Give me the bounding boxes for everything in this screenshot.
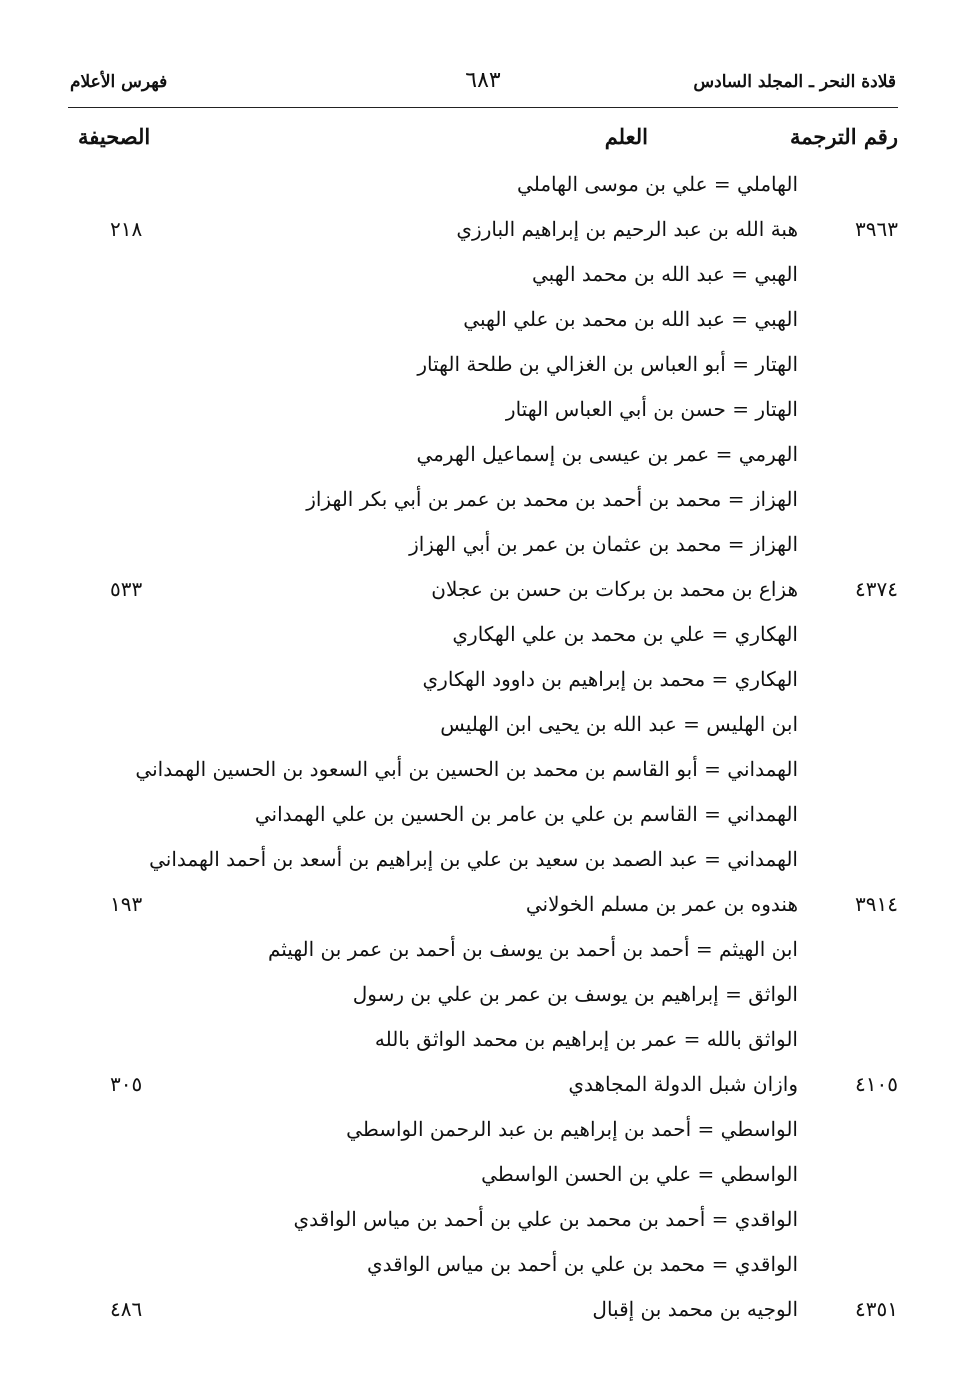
index-entry [60,659,898,704]
entry-name: هبة الله بن عبد الرحيم بن إبراهيم البارزي [456,217,798,241]
entry-page: ٢١٨ [110,217,143,241]
entry-name: الهمداني = القاسم بن علي بن عامر بن الحسين بن علي الهمداني [254,802,798,826]
entry-name: الواقدي = محمد بن علي بن أحمد بن مياس الواقدي [367,1252,798,1276]
index-entry [60,1019,898,1064]
entry-name: الواسطي = أحمد بن إبراهيم بن عبد الرحمن الواسطي [346,1117,798,1141]
entry-number: ٣٩٦٣ [855,217,898,241]
index-entry [60,1154,898,1199]
book-title: قلادة النحر ـ المجلد السادس [693,72,896,92]
index-entry [60,1199,898,1244]
index-entry [60,839,898,884]
entry-name: هزاع بن محمد بن بركات بن حسن بن عجلان [431,577,798,601]
entry-name: الهزاز = محمد بن أحمد بن محمد بن عمر بن أبي بكر الهزاز [306,487,798,511]
index-entry [60,524,898,569]
index-entry [60,749,898,794]
entry-name: الهتار = أبو العباس بن الغزالي بن طلحة الهتار [417,352,798,376]
index-entry [60,614,898,659]
entry-name: الهكاري = محمد بن إبراهيم بن داوود الهكاري [422,667,798,691]
entry-page: ٤٨٦ [110,1297,143,1321]
entry-name: الهبي = عبد الله بن محمد الهبي [532,262,798,286]
entry-name: الهمداني = عبد الصمد بن سعيد بن علي بن إبراهيم بن أسعد بن أحمد الهمداني [149,847,798,871]
index-entry [60,569,898,614]
entry-name: هندوه بن عمر بن مسلم الخولاني [525,892,798,916]
index-entry [60,479,898,524]
entry-name: الواثق بالله = عمر بن إبراهيم بن محمد الواثق بالله [374,1027,798,1051]
index-entry [60,974,898,1019]
index-entry [60,884,898,929]
entry-name: الهرمي = عمر بن عيسى بن إسماعيل الهرمي [416,442,798,466]
index-entry [60,1289,898,1334]
index-entry [60,929,898,974]
header-rule [68,107,898,108]
entry-page: ١٩٣ [110,892,143,916]
index-entry [60,794,898,839]
column-headers [60,124,898,160]
entry-name: الهكاري = علي بن محمد بن علي الهكاري [452,622,798,646]
entry-name: الهاملي = علي بن موسى الهاملي [517,172,798,196]
page-number: ٦٨٣ [465,68,501,93]
index-entry [60,299,898,344]
entry-page: ٥٣٣ [110,577,143,601]
entry-name: الهزاز = محمد بن عثمان بن عمر بن أبي الهزاز [409,532,798,556]
column-header-name: العلم [604,124,648,149]
column-header-number: رقم الترجمة [789,124,898,149]
entry-name: الهمداني = أبو القاسم بن محمد بن الحسين بن أبي السعود بن الحسين الهمداني [135,757,798,781]
entry-name: ابن الهليس = عبد الله بن يحيى ابن الهليس [440,712,798,736]
index-entry [60,1244,898,1289]
entry-name: الهتار = حسن بن أبي العباس الهتار [505,397,798,421]
entry-name: الواقدي = أحمد بن محمد بن علي بن أحمد بن مياس الواقدي [293,1207,798,1231]
entry-number: ٤٣٧٤ [855,577,898,601]
index-entry [60,344,898,389]
index-entry [60,1109,898,1154]
entry-name: الواسطي = علي بن الحسن الواسطي [481,1162,798,1186]
entry-name: وازان شبل الدولة المجاهدي [568,1072,798,1096]
running-header [70,68,896,102]
entry-page: ٣٠٥ [110,1072,143,1096]
index-entry [60,389,898,434]
index-entry [60,164,898,209]
index-entry [60,434,898,479]
index-entry [60,704,898,749]
entry-number: ٤١٠٥ [855,1072,898,1096]
entry-name: الواثق = إبراهيم بن يوسف بن عمر بن علي بن رسول [352,982,798,1006]
entry-number: ٤٣٥١ [855,1297,898,1321]
entry-name: الهبي = عبد الله بن محمد بن علي الهبي [463,307,798,331]
entry-name: ابن الهيثم = أحمد بن أحمد بن يوسف بن أحمد بن عمر بن الهيثم [267,937,798,961]
index-entry [60,209,898,254]
index-entry [60,254,898,299]
column-header-page: الصحيفة [78,124,151,149]
entry-number: ٣٩١٤ [855,892,898,916]
section-title: فهرس الأعلام [70,72,168,92]
index-entries [60,164,898,1334]
index-entry [60,1064,898,1109]
entry-name: الوجيه بن محمد بن إقبال [592,1297,798,1321]
